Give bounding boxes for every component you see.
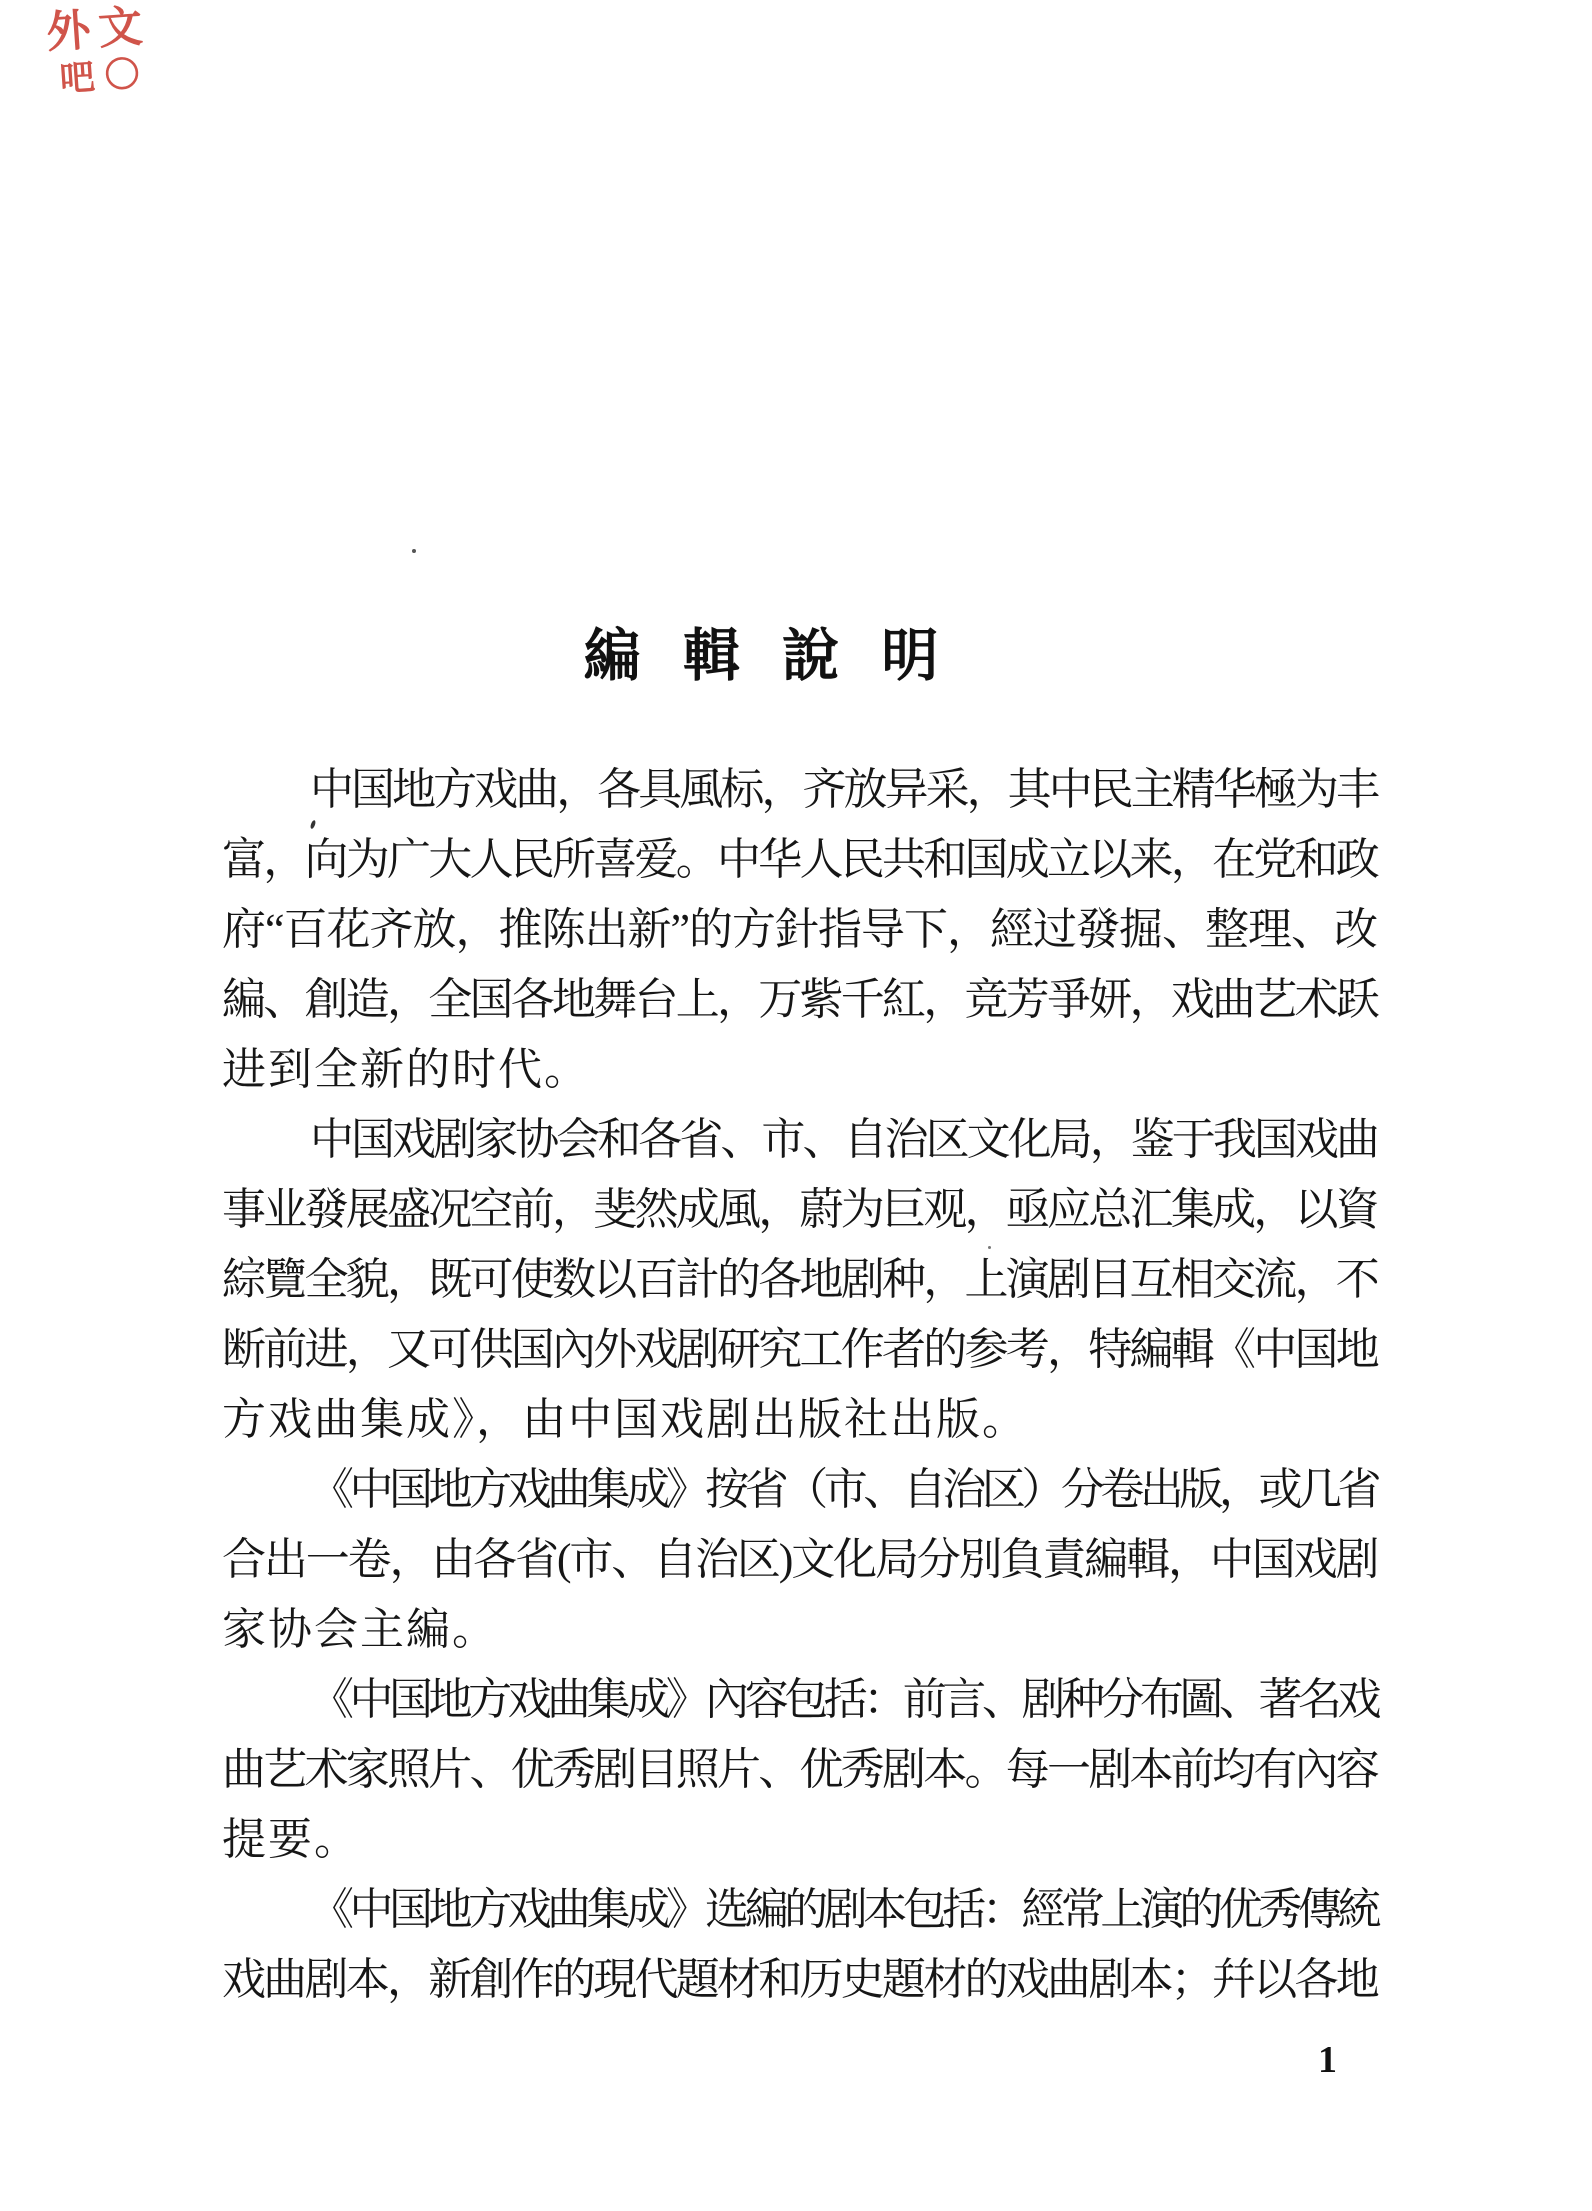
body-text [222,755,1377,2015]
text-line: 中国地方戏曲，各具風标，齐放异采，其中民主精华極为丰 [310,765,1377,814]
red-stamp-line: 吧〇 [58,54,152,100]
text-line: 方戏曲集成》，由中国戏剧出版社出版。 [222,1395,1028,1444]
text-line: 《中国地方戏曲集成》按省（市、自治区）分卷出版，或几省 [310,1465,1377,1514]
scan-speck [988,1246,991,1249]
text-line: 家协会主編。 [222,1605,498,1654]
text-line: 戏曲剧本，新創作的現代題材和历史題材的戏曲剧本；幷以各地 [222,1955,1377,2004]
text-line: 《中国地方戏曲集成》內容包括：前言、剧种分布圖、著名戏 [310,1675,1377,1724]
text-line: 提要。 [222,1815,360,1864]
text-line: 事业發展盛况空前，斐然成風，蔚为巨观，亟应总汇集成，以資 [222,1185,1377,1234]
text-line: 編、創造，全国各地舞台上，万紫千紅，竞芳爭妍，戏曲艺术跃 [222,975,1377,1024]
text-line: 曲艺术家照片、优秀剧目照片、优秀剧本。每一剧本前均有內容 [222,1745,1377,1794]
page-number: 1 [1318,2039,1337,2081]
text-line: 进到全新的时代。 [222,1045,590,1094]
text-line: 綜覽全貌，既可使数以百計的各地剧种，上演剧目互相交流，不 [222,1255,1377,1304]
text-line: 《中国地方戏曲集成》选編的剧本包括：經常上演的优秀傳統 [310,1885,1377,1934]
text-line: 中国戏剧家协会和各省、市、自治区文化局，鉴于我国戏曲 [310,1115,1377,1164]
red-stamp-mark [45,2,155,100]
text-line: 府“百花齐放，推陈出新”的方針指导下，經过發掘、整理、改 [222,905,1378,954]
page-title: 編 輯 說 明 [583,625,953,688]
text-line: 富，向为广大人民所喜爱。中华人民共和国成立以来，在党和政 [222,835,1377,884]
scan-speck [412,549,416,553]
red-stamp-line: 外文 [44,1,153,58]
text-line: 断前进，又可供国內外戏剧研究工作者的参考，特編輯《中国地 [222,1325,1377,1374]
text-line: 合出一卷，由各省(市、自治区)文化局分別負責編輯，中国戏剧 [222,1535,1378,1584]
